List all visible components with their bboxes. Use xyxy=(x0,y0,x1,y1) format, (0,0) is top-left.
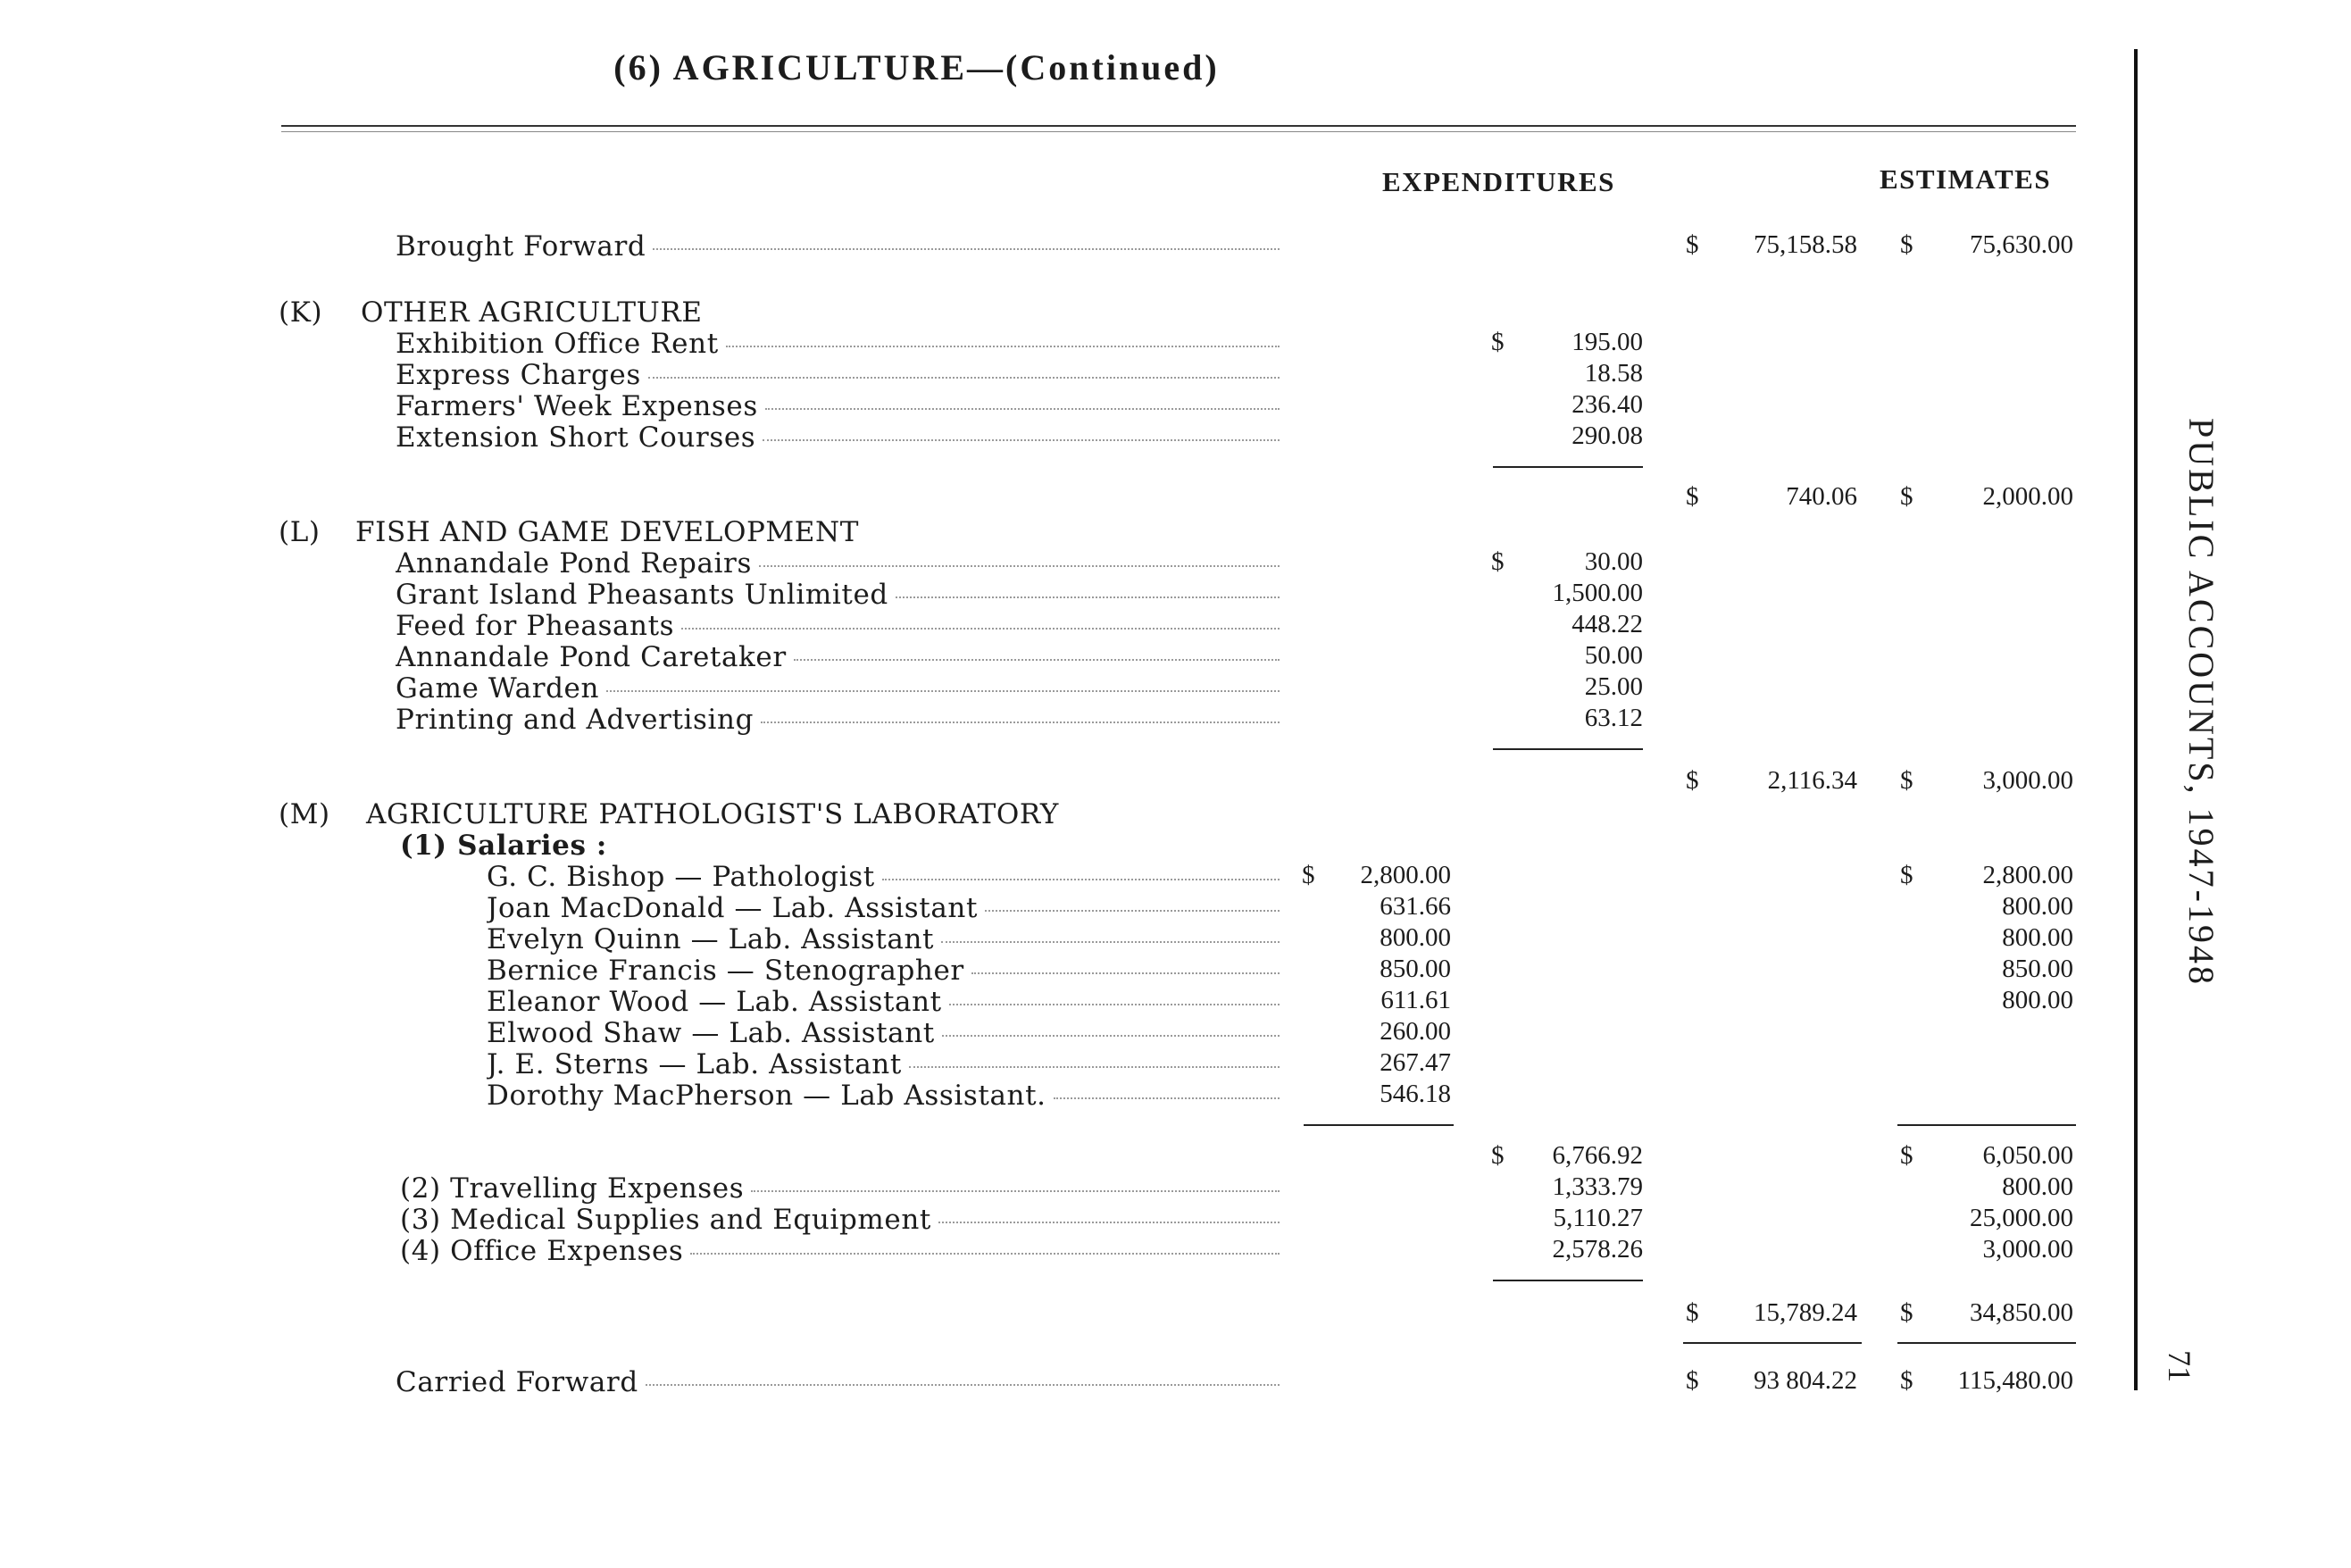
salary-estimate: 800.00 xyxy=(2002,923,2073,952)
amount: 1,500.00 xyxy=(1552,579,1643,607)
table-row: Elwood Shaw — Lab. Assistant xyxy=(487,1017,1280,1049)
carried-forward-label xyxy=(396,1366,1280,1398)
list-item: Exhibition Office Rent xyxy=(396,328,1280,360)
total-rule xyxy=(1897,1342,2076,1344)
salary-amount: 2,800.00 xyxy=(1360,861,1451,889)
brought-forward-text: Brought Forward xyxy=(396,230,646,263)
dollar-sign: $ xyxy=(1686,766,1699,795)
table-row: Evelyn Quinn — Lab. Assistant xyxy=(487,923,1280,955)
amount: 50.00 xyxy=(1584,641,1643,670)
amount: 25.00 xyxy=(1584,672,1643,701)
page-title: (6) AGRICULTURE—(Continued) xyxy=(613,47,1220,88)
table-row: Dorothy MacPherson — Lab Assistant. xyxy=(487,1080,1280,1112)
salaries-subheading: (1) Salaries : xyxy=(400,830,607,862)
page-number: 71 xyxy=(2162,1350,2197,1382)
dollar-sign: $ xyxy=(1900,1366,1913,1395)
section-l-estimate: 3,000.00 xyxy=(1982,766,2073,795)
salary-amount: 800.00 xyxy=(1380,923,1451,952)
title-rule-2 xyxy=(281,131,2076,132)
section-m-total: 15,789.24 xyxy=(1754,1298,1857,1327)
carried-forward-total: 93 804.22 xyxy=(1754,1366,1857,1395)
carried-forward-text: Carried Forward xyxy=(396,1366,638,1398)
salary-amount: 267.47 xyxy=(1380,1048,1451,1077)
list-item: Express Charges xyxy=(396,359,1280,391)
section-l-letter: (L) xyxy=(279,516,321,548)
running-heading: PUBLIC ACCOUNTS, 1947-1948 xyxy=(2181,418,2222,987)
amount: 18.58 xyxy=(1584,359,1643,388)
carried-forward-estimate: 115,480.00 xyxy=(1957,1366,2073,1395)
section-k-letter: (K) xyxy=(279,296,323,329)
section-k-estimate: 2,000.00 xyxy=(1982,482,2073,511)
table-row: Joan MacDonald — Lab. Assistant xyxy=(487,892,1280,924)
title-rule xyxy=(281,125,2076,127)
list-item: Game Warden xyxy=(396,672,1280,705)
table-row: Eleanor Wood — Lab. Assistant xyxy=(487,986,1280,1018)
section-m-estimate: 34,850.00 xyxy=(1970,1298,2073,1327)
subtotal-rule xyxy=(1493,748,1643,750)
list-item: (4) Office Expenses xyxy=(400,1235,1280,1267)
table-row: J. E. Sterns — Lab. Assistant xyxy=(487,1048,1280,1080)
brought-forward-estimate: 75,630.00 xyxy=(1970,230,2073,259)
section-m-heading: AGRICULTURE PATHOLOGIST'S LABORATORY xyxy=(366,798,1059,830)
amount: 448.22 xyxy=(1572,610,1643,638)
salaries-estimate-total: 6,050.00 xyxy=(1982,1141,2073,1170)
amount: 236.40 xyxy=(1572,390,1643,419)
salary-estimate: 800.00 xyxy=(2002,986,2073,1014)
dollar-sign: $ xyxy=(1491,328,1505,356)
dollar-sign: $ xyxy=(1686,230,1699,259)
amount: 1,333.79 xyxy=(1552,1172,1643,1201)
expenditures-header: EXPENDITURES xyxy=(1382,166,1615,197)
estimate: 800.00 xyxy=(2002,1172,2073,1201)
dollar-sign: $ xyxy=(1686,482,1699,511)
salary-estimate: 850.00 xyxy=(2002,955,2073,983)
estimate: 25,000.00 xyxy=(1970,1204,2073,1232)
salary-amount: 546.18 xyxy=(1380,1080,1451,1108)
section-l-heading: FISH AND GAME DEVELOPMENT xyxy=(355,516,860,548)
subtotal-rule xyxy=(1493,1280,1643,1281)
dollar-sign: $ xyxy=(1302,861,1315,889)
amount: 2,578.26 xyxy=(1552,1235,1643,1264)
dollar-sign: $ xyxy=(1491,547,1505,576)
subtotal-rule xyxy=(1493,466,1643,468)
list-item: Annandale Pond Caretaker xyxy=(396,641,1280,673)
section-k-heading: OTHER AGRICULTURE xyxy=(361,296,703,329)
dollar-sign: $ xyxy=(1900,230,1913,259)
amount: 30.00 xyxy=(1584,547,1643,576)
dollar-sign: $ xyxy=(1900,1298,1913,1327)
section-m-letter: (M) xyxy=(279,798,330,830)
estimate: 3,000.00 xyxy=(1982,1235,2073,1264)
amount: 5,110.27 xyxy=(1553,1204,1643,1232)
brought-forward-label xyxy=(396,230,1280,263)
list-item: Farmers' Week Expenses xyxy=(396,390,1280,422)
salary-amount: 260.00 xyxy=(1380,1017,1451,1046)
list-item: Extension Short Courses xyxy=(396,421,1280,454)
salaries-rule xyxy=(1304,1124,1454,1126)
salary-amount: 611.61 xyxy=(1380,986,1451,1014)
section-k-total: 740.06 xyxy=(1786,482,1857,511)
list-item: Feed for Pheasants xyxy=(396,610,1280,642)
amount: 195.00 xyxy=(1572,328,1643,356)
salary-estimate: 800.00 xyxy=(2002,892,2073,921)
list-item: Annandale Pond Repairs xyxy=(396,547,1280,580)
section-l-total: 2,116.34 xyxy=(1767,766,1857,795)
margin-rule xyxy=(2134,49,2138,1390)
list-item: Grant Island Pheasants Unlimited xyxy=(396,579,1280,611)
dollar-sign: $ xyxy=(1900,482,1913,511)
dollar-sign: $ xyxy=(1686,1298,1699,1327)
salary-estimate: 2,800.00 xyxy=(1982,861,2073,889)
salary-amount: 631.66 xyxy=(1380,892,1451,921)
list-item: (3) Medical Supplies and Equipment xyxy=(400,1204,1280,1236)
salary-amount: 850.00 xyxy=(1380,955,1451,983)
dollar-sign: $ xyxy=(1491,1141,1505,1170)
list-item: Printing and Advertising xyxy=(396,704,1280,736)
table-row: G. C. Bishop — Pathologist xyxy=(487,861,1280,893)
table-row: Bernice Francis — Stenographer xyxy=(487,955,1280,987)
dollar-sign: $ xyxy=(1900,861,1913,889)
total-rule xyxy=(1683,1342,1862,1344)
salaries-total: 6,766.92 xyxy=(1552,1141,1643,1170)
amount: 63.12 xyxy=(1584,704,1643,732)
salaries-estimate-rule xyxy=(1897,1124,2076,1126)
brought-forward-total: 75,158.58 xyxy=(1754,230,1857,259)
estimates-header: ESTIMATES xyxy=(1880,163,2052,195)
amount: 290.08 xyxy=(1572,421,1643,450)
dollar-sign: $ xyxy=(1686,1366,1699,1395)
dollar-sign: $ xyxy=(1900,766,1913,795)
list-item: (2) Travelling Expenses xyxy=(400,1172,1280,1205)
dollar-sign: $ xyxy=(1900,1141,1913,1170)
